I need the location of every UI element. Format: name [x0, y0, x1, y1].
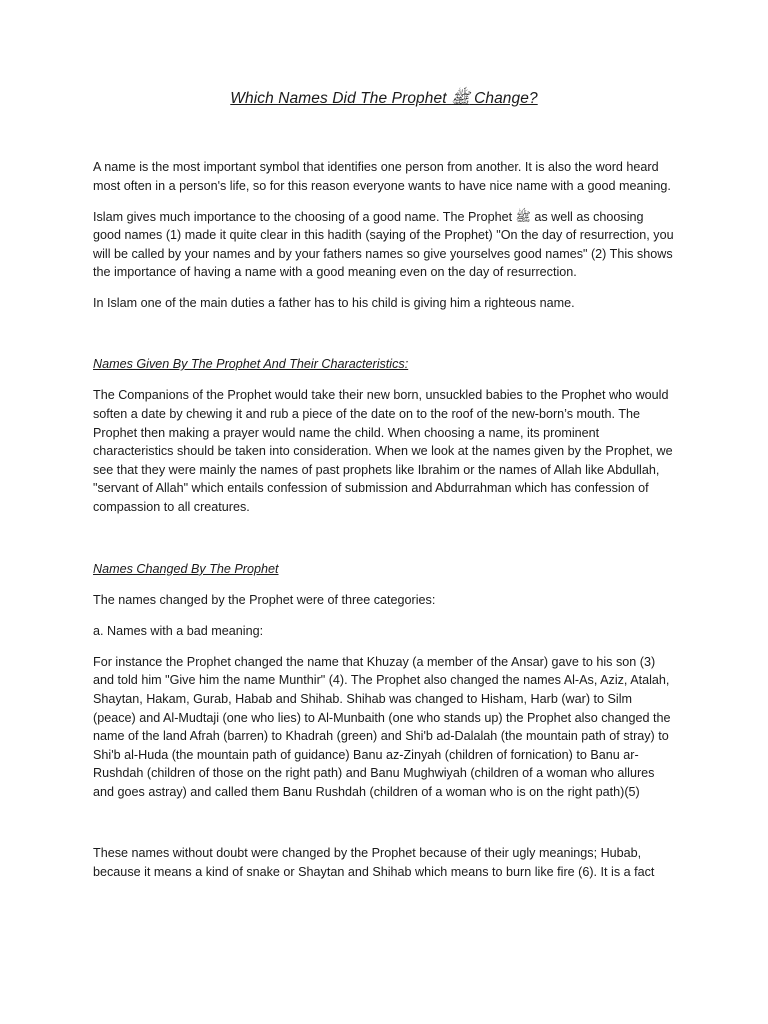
document-title: Which Names Did The Prophet ﷺ Change? — [230, 90, 538, 107]
closing-paragraph: These names without doubt were changed by the Prophet because of their ugly meanings; Hubab, because it means a kind of snake or Shaytan and Shihab which means to burn like fire (6). It is a fact — [93, 845, 655, 879]
section-heading-names-changed: Names Changed By The Prophet — [93, 561, 279, 576]
section2-paragraph-3: For instance the Prophet changed the name that Khuzay (a member of the Ansar) gave to his son (3) and told him "Give him the name Munthir" (4). The Prophet also changed the names Al-As, Aziz, Atalah, Shaytan, Hakam, Gurab, Habab and Shihab. Shihab was changed to Hisham, Harb (war) to Silm (peace) and Al-Mudtaji (one who lies) to Al-Munbaith (one who stands up) the Prophet also changed the name of the land Afrah (barren) to Khadrah (green) and Shi'b ad-Dalalah (the mountain path of stray) to Shi'b al-Huda (the mountain path of guidance) Banu az-Zinyah (children of fornication) to Banu ar-Rushdah (children of those on the right path) and Banu Mughwiyah (children of a woman who allures and goes astray) and called them Banu Rushdah (children of a woman who is on the right path)(5) — [93, 654, 671, 799]
intro-paragraph-1: A name is the most important symbol that identifies one person from another. It is also the word heard most often in a person's life, so for this reason everyone wants to have nice name with a good meaning. — [93, 160, 671, 193]
document-body — [93, 158, 675, 894]
spacer — [93, 814, 675, 844]
section1-paragraph: The Companions of the Prophet would take their new born, unsuckled babies to the Prophet who would soften a date by chewing it and rub a piece of the date on to the roof of the new-born’s mouth. The Prophet then making a prayer would name the child. When choosing a name, its prominent characteristics should be taken into consideration. When we look at the names given by the Prophet, we see that they were mainly the names of past prophets like Ibrahim or the names of Allah like Abdullah, "servant of Allah" which entails confession of submission and Abdurrahman which has confession of compassion to all creatures. — [93, 388, 673, 514]
section2-paragraph-1: The names changed by the Prophet were of three categories: — [93, 592, 436, 607]
spacer — [93, 325, 675, 355]
section-heading-names-given: Names Given By The Prophet And Their Characteristics: — [93, 357, 409, 372]
section2-paragraph-2: a. Names with a bad meaning: — [93, 623, 264, 638]
intro-paragraph-3: In Islam one of the main duties a father has to his child is giving him a righteous name. — [93, 296, 575, 311]
spacer — [93, 529, 675, 560]
intro-paragraph-2: Islam gives much importance to the choosing of a good name. The Prophet ﷺ as well as choosing good names (1) made it quite clear in this hadith (saying of the Prophet) "On the day of resurrection, you will be called by your names and by your fathers names so give yourselves good names" (2) This shows the importance of having a name with a good meaning even on the day of resurrection. — [93, 209, 674, 280]
